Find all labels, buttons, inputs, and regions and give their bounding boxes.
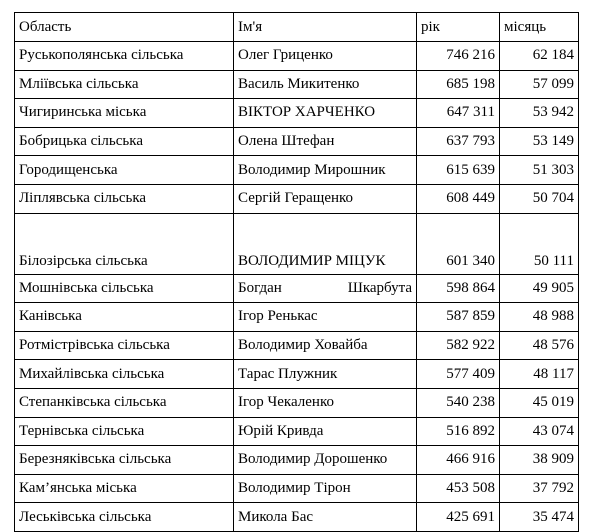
cell-name: Сергій Геращенко <box>234 184 417 213</box>
cell-region: Бобрицька сільська <box>15 127 234 156</box>
name-first: Богдан <box>238 279 282 296</box>
table-row <box>15 388 579 417</box>
cell-region: Ліплявська сільська <box>15 184 234 213</box>
cell-name: Володимир Тірон <box>234 474 417 503</box>
cell-month: 57 099 <box>500 70 579 99</box>
cell-name: Ігор Чекаленко <box>234 388 417 417</box>
cell-year: 637 793 <box>417 127 500 156</box>
cell-month: 48 117 <box>500 360 579 389</box>
cell-region: Степанківська сільська <box>15 388 234 417</box>
table-row <box>15 184 579 213</box>
cell-name: Тарас Плужник <box>234 360 417 389</box>
cell-name: Володимир Ховайба <box>234 331 417 360</box>
cell-month: 35 474 <box>500 503 579 532</box>
salary-table <box>14 12 579 532</box>
cell-year: 577 409 <box>417 360 500 389</box>
cell-region: Мошнівська сільська <box>15 274 234 303</box>
cell-name: Юрій Кривда <box>234 417 417 446</box>
cell-name <box>234 274 417 303</box>
cell-month: 62 184 <box>500 42 579 71</box>
table-row <box>15 274 579 303</box>
cell-year: 587 859 <box>417 303 500 332</box>
cell-month: 43 074 <box>500 417 579 446</box>
cell-month: 45 019 <box>500 388 579 417</box>
cell-region: Мліївська сільська <box>15 70 234 99</box>
table-row <box>15 474 579 503</box>
cell-name: ВОЛОДИМИР МІЦУК <box>234 213 417 274</box>
cell-month: 49 905 <box>500 274 579 303</box>
cell-month: 50 704 <box>500 184 579 213</box>
cell-year: 608 449 <box>417 184 500 213</box>
cell-name: Олег Гриценко <box>234 42 417 71</box>
cell-name: Олена Штефан <box>234 127 417 156</box>
cell-region: Михайлівська сільська <box>15 360 234 389</box>
cell-year: 601 340 <box>417 213 500 274</box>
table-row <box>15 503 579 532</box>
cell-name: Микола Бас <box>234 503 417 532</box>
cell-region: Тернівська сільська <box>15 417 234 446</box>
cell-month: 53 149 <box>500 127 579 156</box>
cell-year: 453 508 <box>417 474 500 503</box>
cell-region: Чигиринська міська <box>15 99 234 128</box>
table-row <box>15 303 579 332</box>
cell-month: 37 792 <box>500 474 579 503</box>
cell-year: 647 311 <box>417 99 500 128</box>
cell-month: 48 988 <box>500 303 579 332</box>
name-justified <box>238 280 412 297</box>
cell-region: Руськополянська сільська <box>15 42 234 71</box>
header-year: рік <box>417 13 500 42</box>
cell-year: 685 198 <box>417 70 500 99</box>
table-row <box>15 213 579 274</box>
cell-month: 50 111 <box>500 213 579 274</box>
cell-year: 466 916 <box>417 446 500 475</box>
cell-region: Березняківська сільська <box>15 446 234 475</box>
name-last: Шкарбута <box>347 279 412 296</box>
table-row <box>15 331 579 360</box>
cell-region: Леськівська сільська <box>15 503 234 532</box>
cell-region: Городищенська <box>15 156 234 185</box>
cell-year: 746 216 <box>417 42 500 71</box>
table-row <box>15 360 579 389</box>
cell-month: 38 909 <box>500 446 579 475</box>
cell-year: 540 238 <box>417 388 500 417</box>
cell-name: Володимир Мирошник <box>234 156 417 185</box>
table-row <box>15 70 579 99</box>
cell-year: 425 691 <box>417 503 500 532</box>
header-region: Область <box>15 13 234 42</box>
cell-region: Ротмістрівська сільська <box>15 331 234 360</box>
cell-month: 53 942 <box>500 99 579 128</box>
header-row <box>15 13 579 42</box>
table-row <box>15 156 579 185</box>
cell-year: 582 922 <box>417 331 500 360</box>
cell-year: 598 864 <box>417 274 500 303</box>
cell-name: ВІКТОР ХАРЧЕНКО <box>234 99 417 128</box>
cell-region: Білозірська сільська <box>15 213 234 274</box>
header-month: місяць <box>500 13 579 42</box>
cell-year: 615 639 <box>417 156 500 185</box>
table-row <box>15 42 579 71</box>
cell-month: 51 303 <box>500 156 579 185</box>
cell-region: Кам’янська міська <box>15 474 234 503</box>
cell-month: 48 576 <box>500 331 579 360</box>
table-row <box>15 446 579 475</box>
header-name: Ім'я <box>234 13 417 42</box>
cell-name: Ігор Ренькас <box>234 303 417 332</box>
table-row <box>15 127 579 156</box>
table-row <box>15 417 579 446</box>
cell-name: Володимир Дорошенко <box>234 446 417 475</box>
cell-name: Василь Микитенко <box>234 70 417 99</box>
table-row <box>15 99 579 128</box>
cell-year: 516 892 <box>417 417 500 446</box>
cell-region: Канівська <box>15 303 234 332</box>
